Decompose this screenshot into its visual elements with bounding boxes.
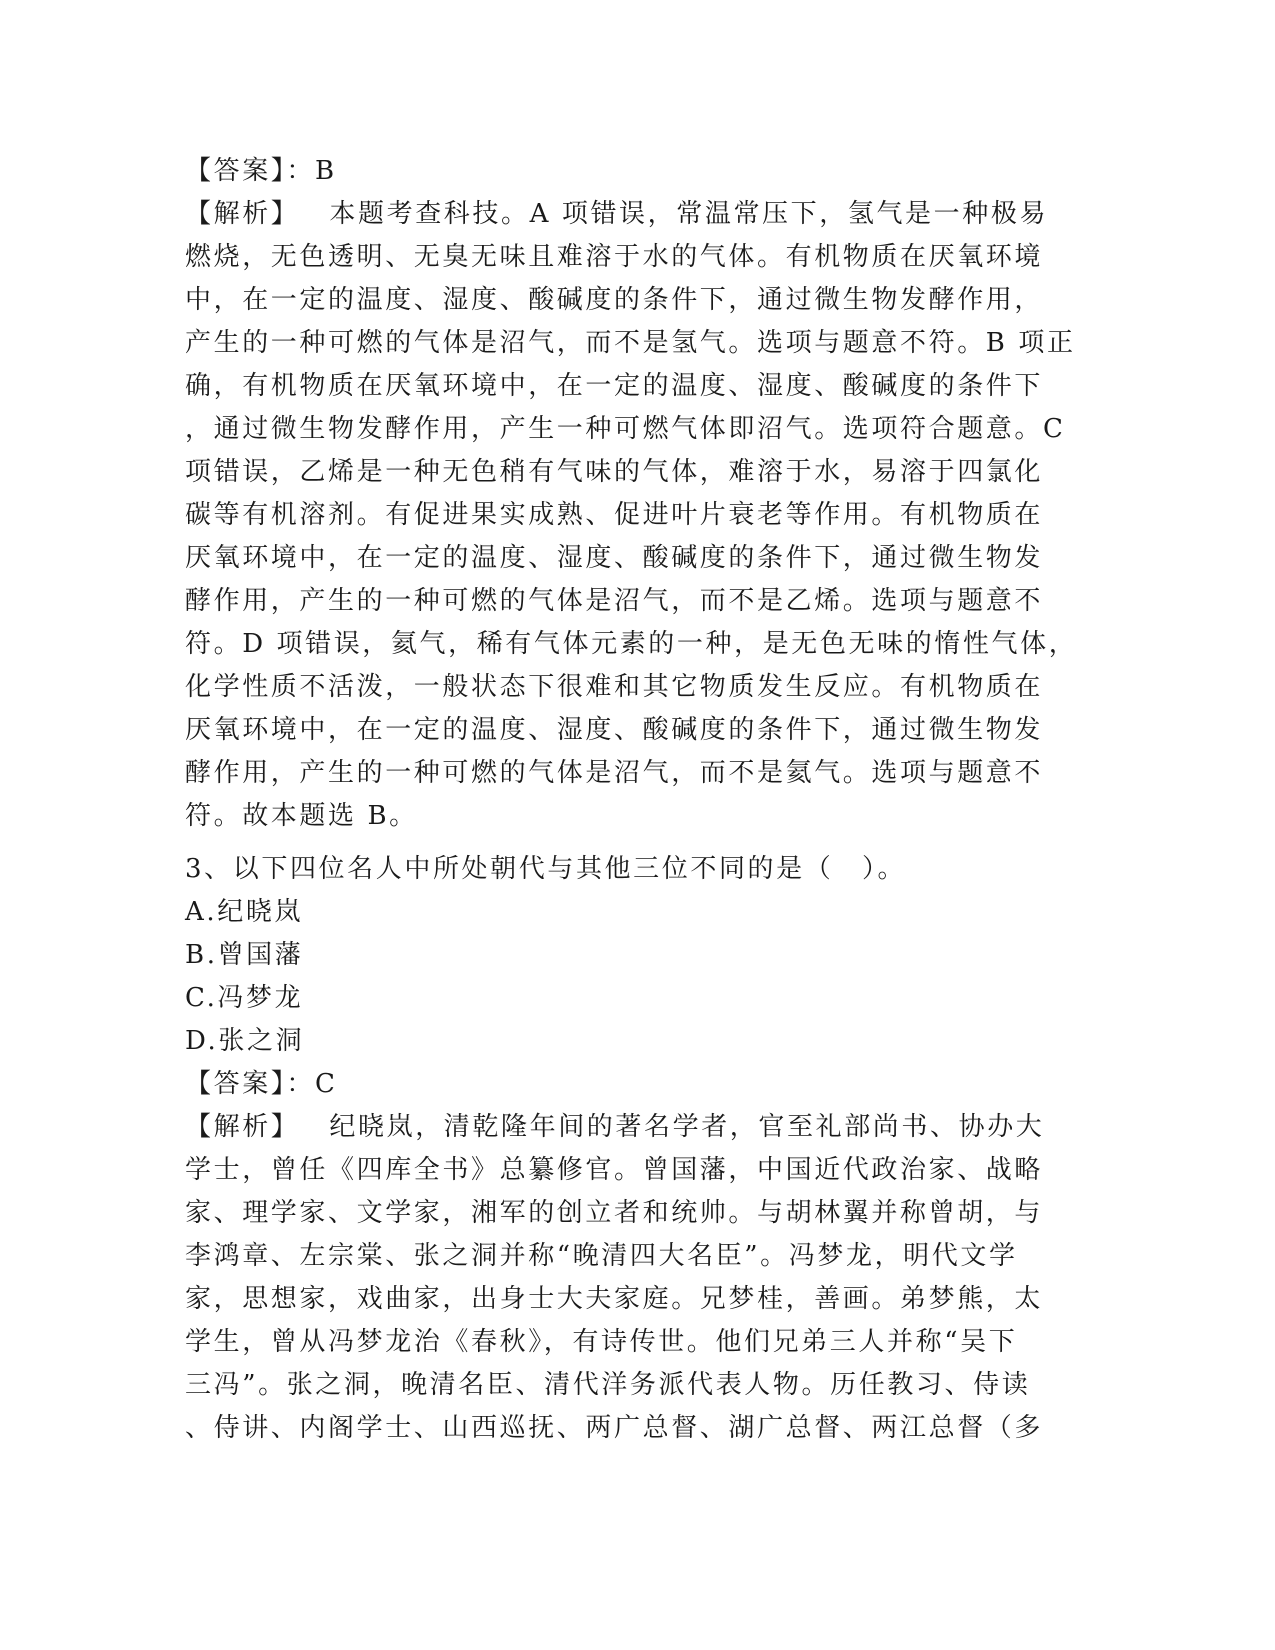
q3-analysis-line: 、侍讲、内阁学士、山西巡抚、两广总督、湖广总督、两江总督（多: [185, 1413, 1044, 1443]
q3-analysis-line: 家，思想家，戏曲家，出身士大夫家庭。兄梦桂，善画。弟梦熊，太: [185, 1284, 1044, 1314]
question-3: [185, 848, 1090, 1450]
q3-option-a: A.纪晓岚: [185, 897, 304, 927]
q2-answer: 【答案】：B: [185, 156, 337, 186]
q3-analysis-line: 学生，曾从冯梦龙治《春秋》，有诗传世。他们兄弟三人并称“吴下: [185, 1327, 1018, 1357]
q2-analysis-text: 本题考查科技。A 项错误，常温常压下，氢气是一种极易: [329, 199, 1049, 229]
q2-analysis-line: 碳等有机溶剂。有促进果实成熟、促进叶片衰老等作用。有机物质在: [185, 500, 1044, 530]
q3-analysis-text: 纪晓岚，清乾隆年间的著名学者，官至礼部尚书、协办大: [329, 1112, 1045, 1142]
q3-question-text: 3、以下四位名人中所处朝代与其他三位不同的是（ ）。: [185, 854, 907, 884]
q3-option-c: C.冯梦龙: [185, 983, 304, 1013]
q3-analysis-first-line: [185, 1106, 1090, 1149]
q2-analysis-line: 确，有机物质在厌氧环境中，在一定的温度、湿度、酸碱度的条件下: [185, 371, 1044, 401]
q2-analysis-line: 燃烧，无色透明、无臭无味且难溶于水的气体。有机物质在厌氧环境: [185, 242, 1044, 272]
q2-analysis-first-line: [185, 193, 1090, 236]
document-page: [185, 150, 1090, 1450]
q2-analysis-line: 产生的一种可燃的气体是沼气，而不是氢气。选项与题意不符。B 项正: [185, 328, 1076, 358]
q2-analysis-line: 符。D 项错误，氦气，稀有气体元素的一种，是无色无味的惰性气体，: [185, 629, 1078, 659]
q3-analysis-line: 学士，曾任《四库全书》总纂修官。曾国藩，中国近代政治家、战略: [185, 1155, 1044, 1185]
q2-analysis-line: 酵作用，产生的一种可燃的气体是沼气，而不是氦气。选项与题意不: [185, 758, 1044, 788]
q3-analysis-label: 【解析】: [185, 1112, 300, 1142]
q3-analysis-line: 三冯”。张之洞，晚清名臣、清代洋务派代表人物。历任教习、侍读: [185, 1370, 1031, 1400]
q3-option-d: D.张之洞: [185, 1026, 305, 1056]
q2-analysis-line: 项错误，乙烯是一种无色稍有气味的气体，难溶于水，易溶于四氯化: [185, 457, 1044, 487]
q3-option-b: B.曾国藩: [185, 940, 304, 970]
q2-analysis-line: 酵作用，产生的一种可燃的气体是沼气，而不是乙烯。选项与题意不: [185, 586, 1044, 616]
q2-analysis-line: ，通过微生物发酵作用，产生一种可燃气体即沼气。选项符合题意。C: [185, 414, 1066, 444]
q3-analysis-line: 李鸿章、左宗棠、张之洞并称“晚清四大名臣”。冯梦龙，明代文学: [185, 1241, 1018, 1271]
q2-analysis-label: 【解析】: [185, 199, 300, 229]
q2-analysis-line: 化学性质不活泼，一般状态下很难和其它物质发生反应。有机物质在: [185, 672, 1044, 702]
q2-analysis-line: 符。故本题选 B。: [185, 801, 418, 831]
q3-answer: 【答案】：C: [185, 1069, 338, 1099]
q2-analysis-line: 中，在一定的温度、湿度、酸碱度的条件下，通过微生物发酵作用，: [185, 285, 1044, 315]
q2-analysis-line: 厌氧环境中，在一定的温度、湿度、酸碱度的条件下，通过微生物发: [185, 543, 1044, 573]
q2-analysis-line: 厌氧环境中，在一定的温度、湿度、酸碱度的条件下，通过微生物发: [185, 715, 1044, 745]
q3-analysis-line: 家、理学家、文学家，湘军的创立者和统帅。与胡林翼并称曾胡，与: [185, 1198, 1044, 1228]
